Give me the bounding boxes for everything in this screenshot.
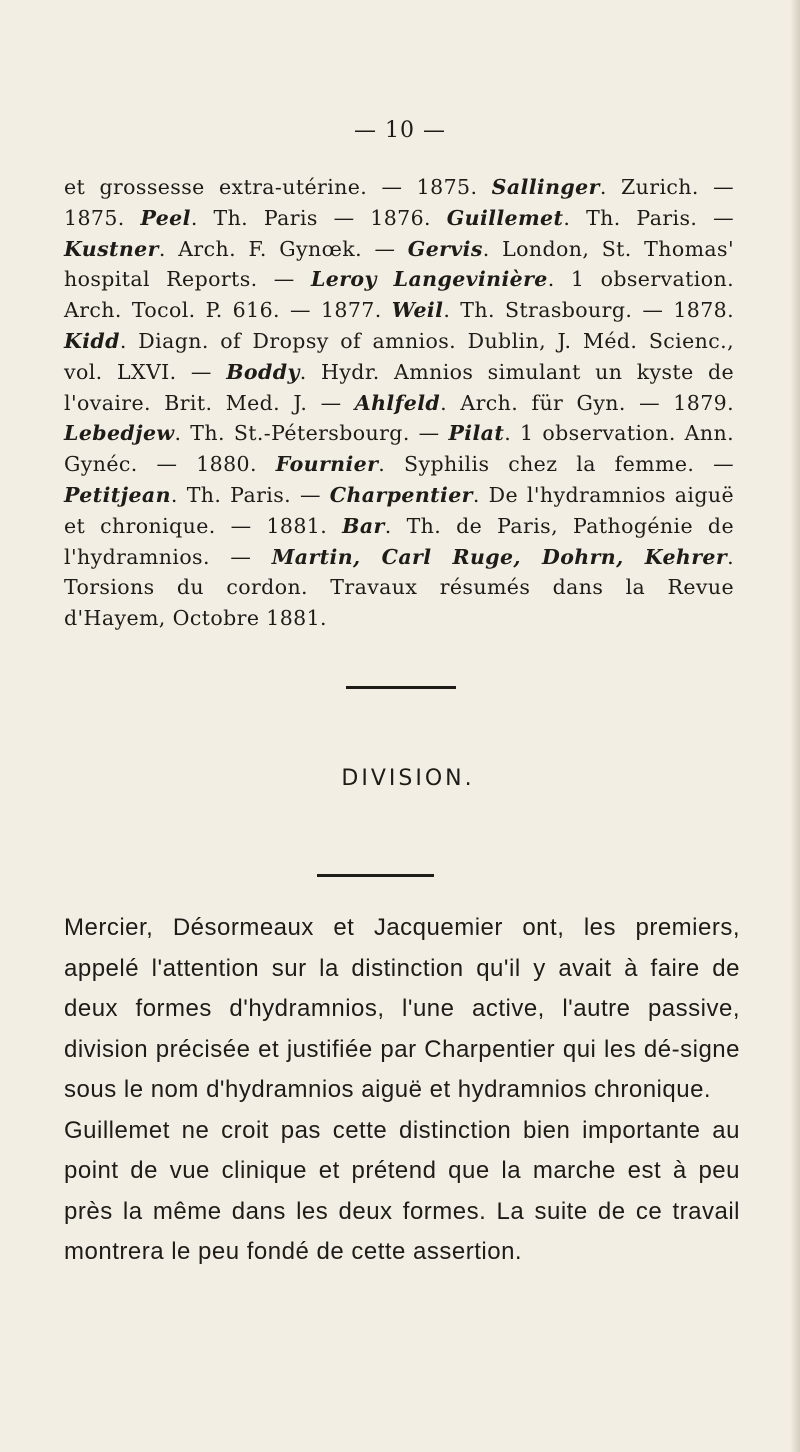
- citation-text: . London, St. Thomas' hospital Reports. —: [64, 236, 734, 292]
- author-name: Ahlfeld: [354, 390, 441, 415]
- citation-text: et grossesse extra-utérine. — 1875.: [64, 175, 492, 199]
- citation-text: . Arch. F. Gynœk. —: [158, 236, 408, 261]
- author-name: Bar: [342, 513, 385, 538]
- citation-text: . Syphilis chez la femme. —: [378, 452, 734, 477]
- author-name: Martin, Carl Ruge, Dohrn, Kehrer: [271, 544, 728, 569]
- page-edge-shadow: [790, 0, 800, 1452]
- citation-text: . Zurich. — 1875.: [64, 175, 735, 230]
- page-number: — 10 —: [354, 118, 446, 143]
- author-name: Kustner: [64, 236, 159, 261]
- author-name: Petitjean: [64, 482, 171, 507]
- author-name: Gervis: [407, 236, 483, 261]
- body-paragraph-1: Mercier, Désormeaux et Jacquemier ont, les premiers, appelé l'attention sur la distinction qu'il y avait à faire de deux formes d'hydramnios, l'une active, l'autre passive, division précisée et justifiée par Charpentier qui les dé-signe sous le nom d'hydramnios aiguë et hydramnios chronique.: [64, 914, 740, 1103]
- author-name: Leroy Langevinière: [310, 267, 548, 292]
- section-heading: DIVISION.: [341, 766, 475, 791]
- citation-text: . Arch. für Gyn. — 1879.: [440, 390, 734, 415]
- citation-text: . Hydr. Amnios simulant un kyste de l'ovaire. Brit. Med. J. —: [64, 359, 735, 415]
- citation-text: . 1 observation. Ann. Gynéc. — 1880.: [64, 421, 735, 477]
- citation-text: . Th. de Paris, Pathogénie de l'hydramnios. —: [64, 513, 734, 569]
- divider-bottom: [317, 874, 434, 877]
- citation-text: . Th. Paris — 1876.: [190, 205, 447, 230]
- citation-text: . Th. Strasbourg. — 1878.: [443, 298, 735, 323]
- citation-text: . Diagn. of Dropsy of amnios. Dublin, J. Méd. Scienc., vol. LXVI. —: [64, 328, 734, 384]
- citation-text: . Th. Paris. —: [170, 482, 330, 507]
- author-name: Kidd: [64, 328, 120, 353]
- author-name: Guillemet: [446, 205, 564, 230]
- author-name: Fournier: [275, 452, 379, 477]
- author-name: Sallinger: [491, 175, 600, 199]
- author-name: Weil: [391, 298, 444, 323]
- body-paragraph-2: Guillemet ne croit pas cette distinction bien importante au point de vue clinique et prétend que la marche est à peu près la même dans les deux formes. La suite de ce travail montrera le peu fondé de cette assertion.: [64, 1116, 740, 1265]
- author-name: Pilat: [448, 421, 505, 446]
- author-name: Charpentier: [329, 482, 473, 507]
- body-text: [64, 908, 740, 1273]
- author-name: Boddy: [226, 359, 300, 384]
- divider-top: [346, 686, 456, 689]
- citation-text: . Torsions du cordon. Travaux résumés dans la Revue d'Hayem, Octobre 1881.: [64, 544, 734, 631]
- citation-text: . Th. St.-Pétersbourg. —: [174, 421, 449, 446]
- citation-text: . Th. Paris. —: [563, 205, 734, 230]
- citation-text: . De l'hydramnios aiguë et chronique. — 1881.: [64, 482, 735, 538]
- author-name: Peel: [140, 205, 191, 230]
- citation-text: . 1 observation. Arch. Tocol. P. 616. — 1877.: [64, 267, 734, 323]
- author-name: Lebedjew: [64, 421, 175, 446]
- bibliography-paragraph: [64, 172, 734, 634]
